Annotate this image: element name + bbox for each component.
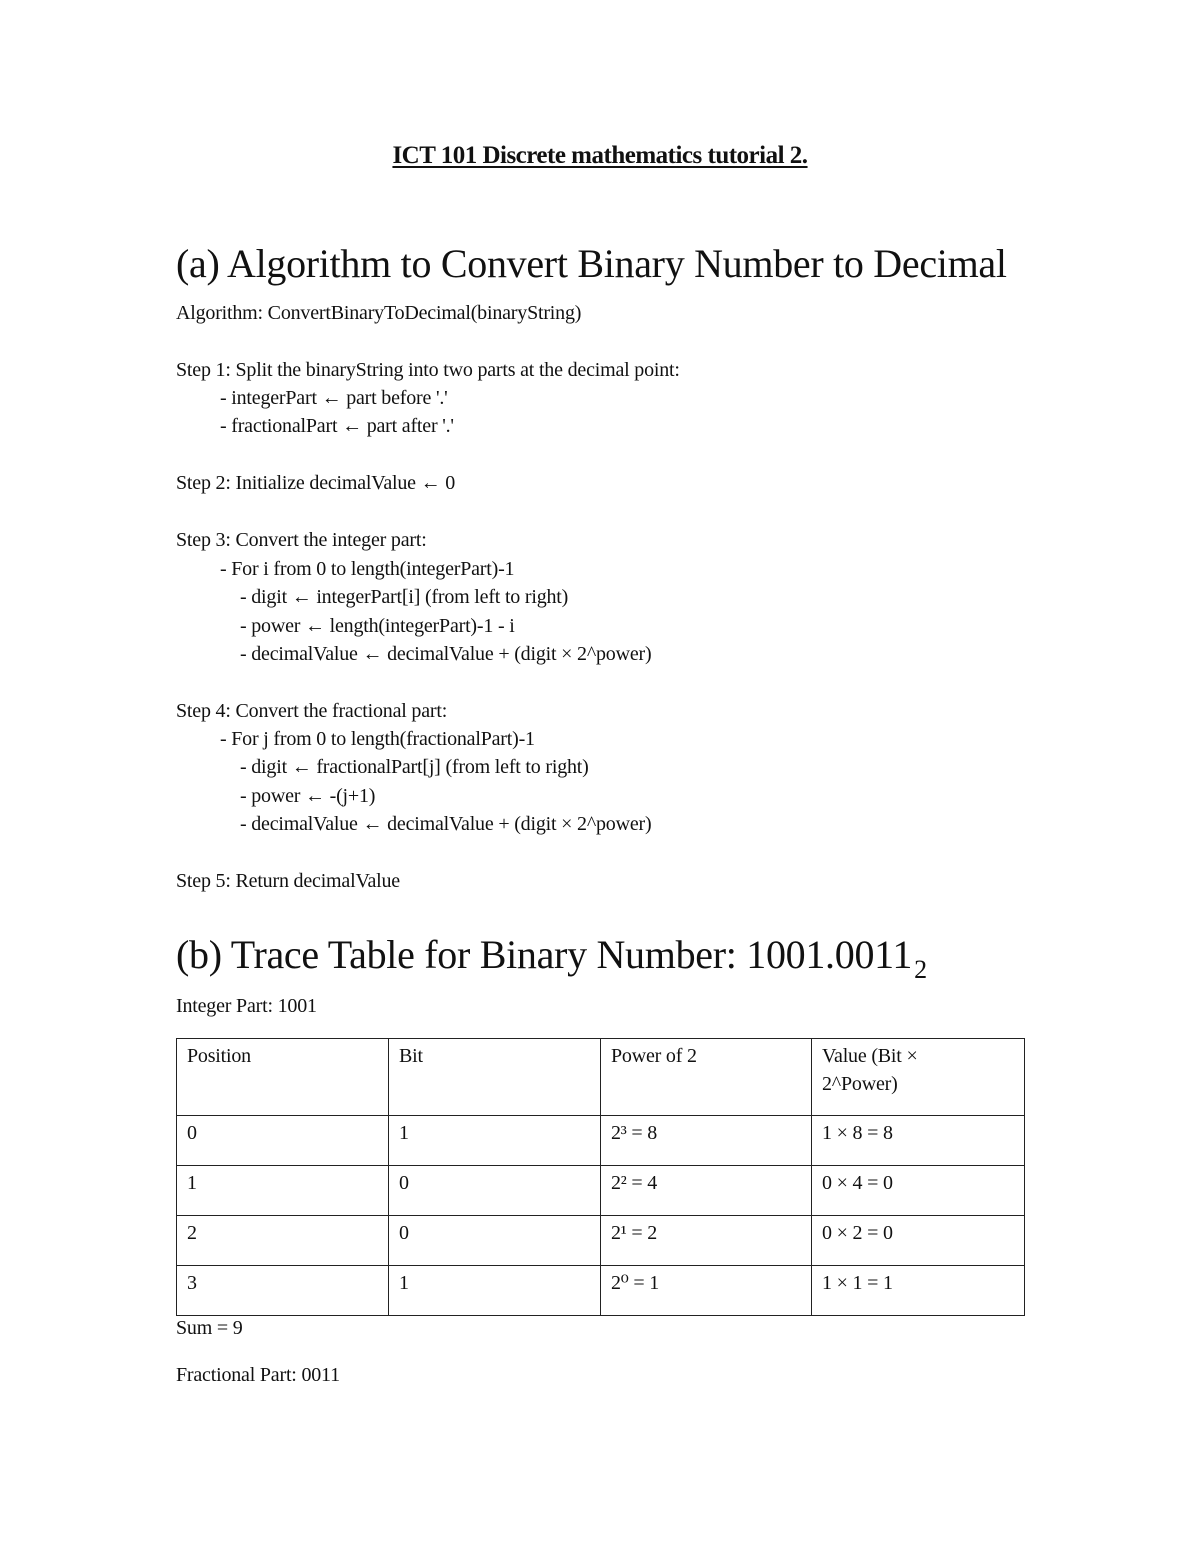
table-row [177,1166,1025,1216]
header-position: Position [177,1039,389,1116]
cell-value: 0 × 4 = 0 [812,1166,1025,1216]
algorithm-name: Algorithm: ConvertBinaryToDecimal(binaryString) [176,302,582,324]
step-4-text: Step 4: Convert the fractional part: [176,700,448,722]
cell-power: 2³ = 8 [601,1116,812,1166]
step-1-line: - fractionalPart ← part after '.' [220,415,454,437]
cell-position: 0 [177,1116,389,1166]
cell-position: 3 [177,1266,389,1316]
sum-text: Sum = 9 [176,1317,243,1339]
step-4-line: - power ← -(j+1) [240,785,376,807]
header-power: Power of 2 [601,1039,812,1116]
cell-bit: 1 [389,1116,601,1166]
step-4-line: - decimalValue ← decimalValue + (digit × 2^power) [240,813,652,835]
table-row [177,1216,1025,1266]
step-5-text: Step 5: Return decimalValue [176,870,400,892]
cell-bit: 0 [389,1166,601,1216]
step-3-line: - decimalValue ← decimalValue + (digit × 2^power) [240,643,652,665]
table-row [177,1266,1025,1316]
step-3-line: - power ← length(integerPart)-1 - i [240,615,515,637]
cell-power: 2² = 4 [601,1166,812,1216]
cell-power: 2¹ = 2 [601,1216,812,1266]
cell-value: 1 × 8 = 8 [812,1116,1025,1166]
section-b-heading [176,931,927,994]
step-1-line: - integerPart ← part before '.' [220,387,448,409]
cell-bit: 1 [389,1266,601,1316]
integer-part-label: Integer Part: 1001 [176,995,317,1017]
step-4-line: - digit ← fractionalPart[j] (from left to right) [240,756,589,778]
section-a-heading: (a) Algorithm to Convert Binary Number to Decimal [176,241,1007,286]
step-2-text: Step 2: Initialize decimalValue ← 0 [176,472,456,494]
header-value: Value (Bit × 2^Power) [812,1039,1025,1116]
cell-value: 1 × 1 = 1 [812,1266,1025,1316]
cell-position: 1 [177,1166,389,1216]
step-4-loop: - For j from 0 to length(fractionalPart)-1 [220,728,535,750]
cell-bit: 0 [389,1216,601,1266]
fractional-part-label: Fractional Part: 0011 [176,1364,340,1386]
step-3-loop: - For i from 0 to length(integerPart)-1 [220,558,515,580]
base-subscript: 2 [914,955,927,984]
cell-value: 0 × 2 = 0 [812,1216,1025,1266]
table-row [177,1116,1025,1166]
step-1-text: Step 1: Split the binaryString into two parts at the decimal point: [176,359,680,381]
document-title: ICT 101 Discrete mathematics tutorial 2. [392,142,808,169]
step-3-line: - digit ← integerPart[i] (from left to right) [240,586,569,608]
step-3-text: Step 3: Convert the integer part: [176,529,427,551]
section-b-heading-text: (b) Trace Table for Binary Number: 1001.0011 [176,932,913,977]
cell-power: 2⁰ = 1 [601,1266,812,1316]
header-bit: Bit [389,1039,601,1116]
table-header-row [177,1039,1025,1116]
cell-position: 2 [177,1216,389,1266]
trace-table [176,1038,1025,1316]
